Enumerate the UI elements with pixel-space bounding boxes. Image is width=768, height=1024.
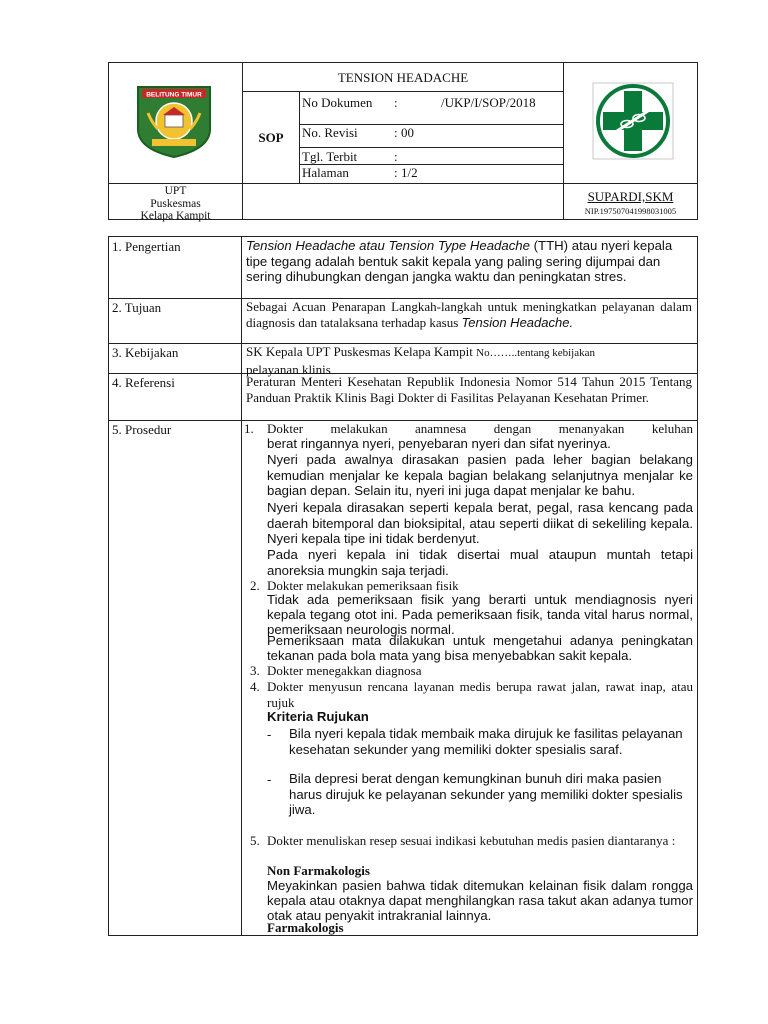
- organization-name: UPT Puskesmas Kelapa Kampit: [140, 185, 211, 222]
- label-pengertian: 1. Pengertian: [112, 239, 181, 254]
- puskesmas-cross-icon: [591, 81, 675, 161]
- step-1-number: 1.: [244, 421, 254, 436]
- step-2-number: 2.: [250, 578, 260, 593]
- kriteria-dash-1: -: [267, 727, 272, 742]
- row-tgl-terbit-sep: :: [394, 149, 398, 164]
- signer-name: SUPARDI,SKM: [587, 189, 674, 204]
- text-tujuan: Sebagai Acuan Penarapan Langkah-langkah untuk meningkatkan pelayanan dalam diagnosis dan tatalaksana terhadap kasus Tension Headache.: [246, 299, 692, 330]
- step-1-paragraph-2: Nyeri kepala dirasakan seperti kepala berat, pegal, rasa kencang pada daerah bitemporal dan bioksipital, atau seperti diikat di sekeliling kepala. Nyeri kepala tipe ini tidak berdenyut.: [267, 500, 693, 546]
- kriteria-dash-2: -: [267, 772, 272, 787]
- row-halaman-sep: :: [394, 165, 398, 180]
- non-farmakologis-text: Meyakinkan pasien bahwa tidak ditemukan kelainan fisik dalam rongga kepala atau otaknya dapat menghilangkan rasa takut akan adanya tumor otak atau penyakit intrakranial lainnya.: [267, 878, 693, 923]
- step-1-paragraph-3: Pada nyeri kepala ini tidak disertai mual ataupun muntah tetapi anoreksia mungkin saja terjadi.: [267, 547, 693, 578]
- row-halaman-value: 1/2: [401, 165, 418, 180]
- label-referensi: 4. Referensi: [112, 375, 175, 390]
- step-2-paragraph-1: Tidak ada pemeriksaan fisik yang berarti untuk mendiagnosis nyeri kepala tegang otot ini. Pada pemeriksaan fisik, tanda vital harus normal, pemeriksaan neurologis normal.: [267, 592, 693, 637]
- text-referensi: Peraturan Menteri Kesehatan Republik Indonesia Nomor 514 Tahun 2015 Tentang Panduan Praktik Klinis Bagi Dokter di Fasilitas Pelayanan Kesehatan Primer.: [246, 374, 692, 405]
- row-no-dokumen-label: No Dokumen: [302, 95, 373, 110]
- document-title: TENSION HEADACHE: [337, 70, 469, 85]
- label-prosedur: 5. Prosedur: [112, 422, 172, 437]
- signer-nip: NIP.197507041998031005: [584, 206, 677, 216]
- row-no-dokumen-sep: :: [394, 95, 398, 110]
- kriteria-item-1: Bila nyeri kepala tidak membaik maka dirujuk ke fasilitas pelayanan kesehatan sekunder yang memiliki dokter spesialis saraf.: [289, 726, 683, 757]
- step-1-heading: Dokter melakukan anamnesa dengan menanyakan keluhan: [267, 421, 693, 436]
- label-kebijakan: 3. Kebijakan: [112, 345, 179, 360]
- step-4-heading: Dokter menyusun rencana layanan medis berupa rawat jalan, rawat inap, atau rujuk: [267, 679, 693, 710]
- kriteria-item-2: Bila depresi berat dengan kemungkinan bunuh diri maka pasien harus dirujuk ke pelayanan sekunder yang memiliki dokter spesialis jiwa.: [289, 771, 683, 817]
- step-4-number: 4.: [250, 679, 260, 694]
- row-no-revisi-label: No. Revisi: [302, 125, 358, 140]
- step-1-continuation: berat ringannya nyeri, penyebaran nyeri dan sifat nyerinya.: [267, 436, 611, 451]
- step-2-paragraph-2: Pemeriksaan mata dilakukan untuk mengetahui adanya peningkatan tekanan pada bola mata yang bisa menyebabkan sakit kepala.: [267, 633, 693, 663]
- sop-content-table: [108, 236, 698, 936]
- text-pengertian: Tension Headache atau Tension Type Headache (TTH) atau nyeri kepala tipe tegang adalah bentuk sakit kepala yang paling sering dijumpai dan sering dihubungkan dengan jangka waktu dan peningkatan stres.: [246, 238, 673, 284]
- sop-label: SOP: [258, 130, 284, 145]
- step-2-heading: Dokter melakukan pemeriksaan fisik: [267, 578, 459, 593]
- step-1-paragraph-1: Nyeri pada awalnya dirasakan pasien pada leher bagian belakang kemudian menjalar ke kepala bagian belakang selanjutnya menjalar ke bagian depan. Selain itu, nyeri ini juga dapat menjalar ke bahu.: [267, 452, 693, 498]
- row-no-revisi-sep: :: [394, 125, 398, 140]
- label-tujuan: 2. Tujuan: [112, 300, 162, 315]
- sop-header: [108, 62, 698, 220]
- step-5-number: 5.: [250, 833, 260, 848]
- step-5-heading: Dokter menuliskan resep sesuai indikasi kebutuhan medis pasien diantaranya :: [267, 833, 676, 848]
- step-3-heading: Dokter menegakkan diagnosa: [267, 663, 422, 678]
- row-no-dokumen-value: /UKP/I/SOP/2018: [441, 95, 536, 110]
- text-kebijakan: SK Kepala UPT Puskesmas Kelapa Kampit No……..tentang kebijakan pelayanan klinis: [246, 344, 595, 377]
- row-halaman-label: Halaman: [302, 165, 349, 180]
- farmakologis-title: Farmakologis: [267, 920, 344, 935]
- step-3-number: 3.: [250, 663, 260, 678]
- row-tgl-terbit-label: Tgl. Terbit: [302, 149, 358, 164]
- non-farmakologis-title: Non Farmakologis: [267, 863, 370, 878]
- kriteria-rujukan-title: Kriteria Rujukan: [267, 709, 369, 724]
- svg-text:BELITUNG TIMUR: BELITUNG TIMUR: [146, 91, 202, 99]
- row-no-revisi-value: 00: [401, 125, 414, 140]
- regency-logo: [134, 83, 214, 159]
